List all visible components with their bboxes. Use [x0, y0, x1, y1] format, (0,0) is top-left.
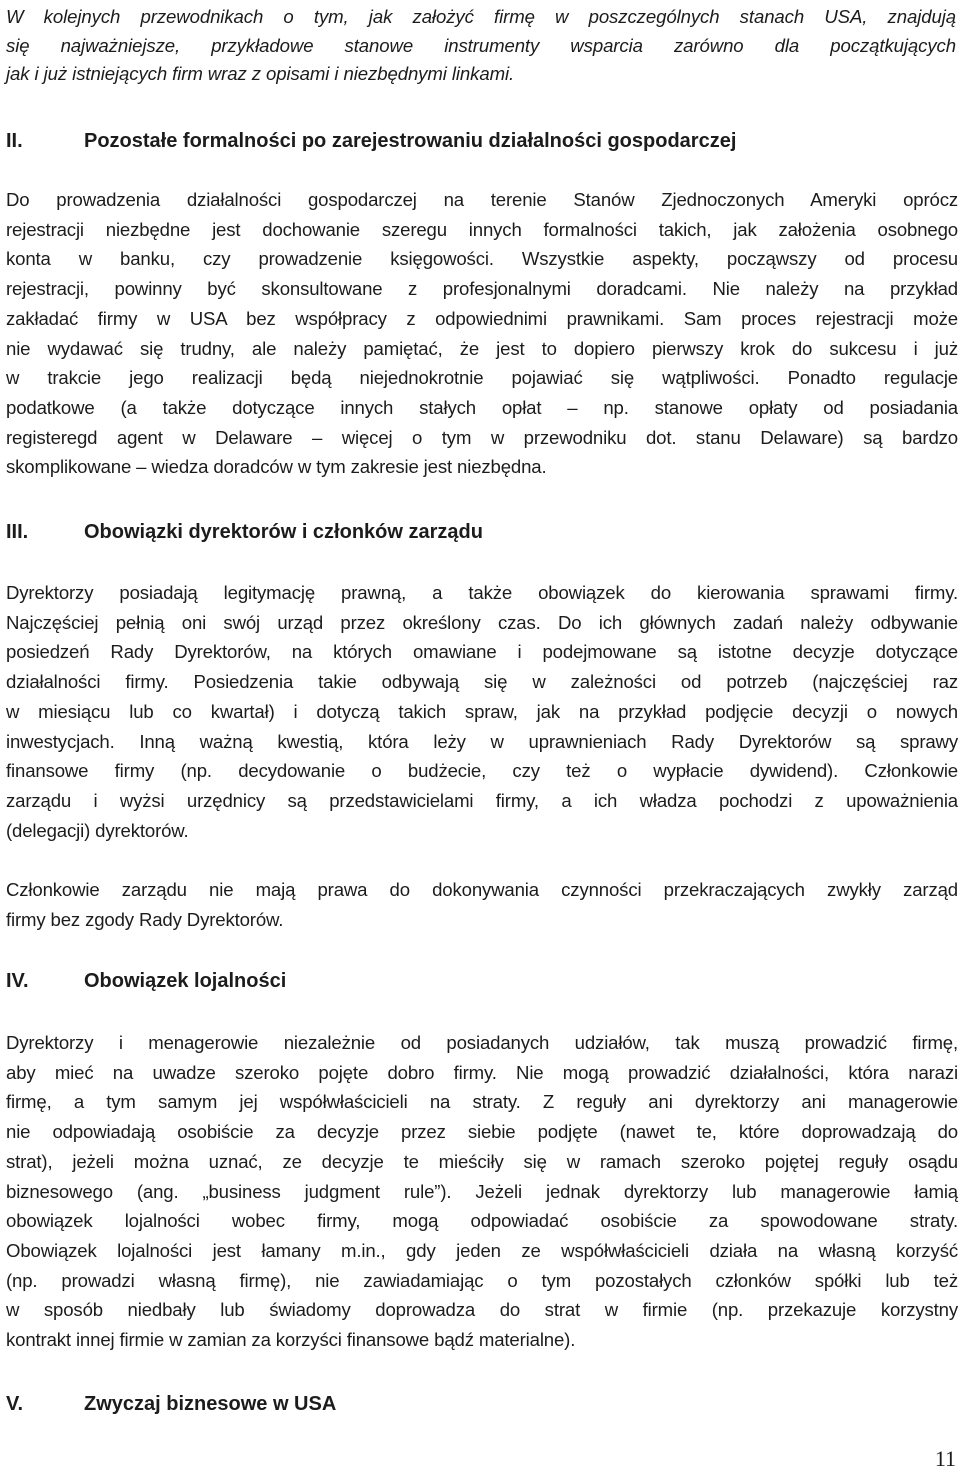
paragraph-line: kontrakt innej firmie w zamian za korzyści finansowe bądź materialne). [6, 1329, 576, 1351]
paragraph-line: Członkowie zarządu nie mają prawa do dokonywania czynności przekraczających zwykły zarząd [6, 879, 958, 900]
paragraph-line: (delegacji) dyrektorów. [6, 819, 189, 841]
paragraph-line: posiedzeń Rady Dyrektorów, na których omawiane i podejmowane są istotne decyzje dotyczące [6, 641, 958, 663]
paragraph-line: registeregd agent w Delaware – więcej o tym w przewodniku dot. stanu Delaware) są bardzo [6, 426, 958, 448]
intro-line: W kolejnych przewodnikach o tym, jak założyć firmę w poszczególnych stanach USA, znajdują [6, 6, 956, 27]
paragraph-line: biznesowego (ang. „business judgment rule”). Jeżeli jednak dyrektorzy lub managerowie łamią [6, 1180, 958, 1202]
intro-line: jak i już istniejących firm wraz z opisami i niezbędnymi linkami. [6, 63, 515, 84]
paragraph-line: Obowiązek lojalności jest łamany m.in., gdy jeden ze współwłaścicieli działa na własną korzyść [6, 1239, 958, 1261]
section-title: Obowiązek lojalności [84, 970, 287, 992]
paragraph-line: skomplikowane – wiedza doradców w tym zakresie jest niezbędna. [6, 456, 547, 478]
section-number: V. [6, 1393, 24, 1415]
paragraph-line: podatkowe (a także dotyczące innych stałych opłat – np. stanowe opłaty od posiadania [6, 396, 958, 418]
paragraph-line: działalności firmy. Posiedzenia takie odbywają się w zależności od potrzeb (najczęściej raz [6, 671, 958, 693]
section-heading-iv [6, 967, 286, 995]
paragraph-line: Dyrektorzy i menagerowie niezależnie od posiadanych udziałów, tak muszą prowadzić firmę, [6, 1032, 958, 1053]
intro-line: się najważniejsze, przykładowe stanowe instrumenty wsparcia zarówno dla początkujących [6, 34, 956, 56]
section-title: Pozostałe formalności po zarejestrowaniu działalności gospodarczej [84, 130, 737, 152]
paragraph-line: finansowe firmy (np. decydowanie o budżecie, czy też o wypłacie dywidend). Członkowie [6, 760, 958, 782]
section-title: Zwyczaj biznesowe w USA [84, 1393, 337, 1415]
section-number: III. [6, 521, 29, 543]
section-heading-iii [6, 518, 483, 546]
paragraph-line: Najczęściej pełnią oni swój urząd przez określony czas. Do ich głównych zadań należy odbywanie [6, 611, 958, 633]
section-ii-paragraph [6, 185, 958, 482]
paragraph-line: Dyrektorzy posiadają legitymację prawną, a także obowiązek do kierowania sprawami firmy. [6, 582, 958, 603]
paragraph-line: Do prowadzenia działalności gospodarczej na terenie Stanów Zjednoczonych Ameryki oprócz [6, 189, 958, 210]
paragraph-line: firmy bez zgody Rady Dyrektorów. [6, 908, 284, 930]
section-iii-paragraph-2 [6, 875, 958, 934]
section-title: Obowiązki dyrektorów i członków zarządu [84, 521, 483, 543]
paragraph-line: inwestycjach. Inną ważną kwestią, która leży w uprawnieniach Rady Dyrektorów są sprawy [6, 730, 958, 752]
section-number: IV. [6, 970, 29, 992]
paragraph-line: aby mieć na uwadze szeroko pojęte dobro firmy. Nie mogą prowadzić działalności, która narazi [6, 1061, 958, 1083]
paragraph-line: w miesiącu lub co kwartał) i dotyczą takich spraw, jak na przykład podjęcie decyzji o nowych [6, 700, 958, 722]
paragraph-line: obowiązek lojalności wobec firmy, mogą odpowiadać osobiście za spowodowane straty. [6, 1210, 958, 1232]
paragraph-line: zakładać firmy w USA bez współpracy z odpowiednimi prawnikami. Sam proces rejestracji może [6, 307, 958, 329]
page-number: 11 [934, 1446, 956, 1471]
paragraph-line: nie wydawać się trudny, ale należy pamiętać, że jest to dopiero pierwszy krok do sukcesu i już [6, 337, 958, 359]
paragraph-line: rejestracji, powinny być skonsultowane z profesjonalnymi doradcami. Nie należy na przykład [6, 278, 958, 300]
section-iv-paragraph [6, 1028, 958, 1355]
paragraph-line: zarządu i wyżsi urzędnicy są przedstawicielami firmy, a ich władza pochodzi z upoważnienia [6, 789, 958, 811]
paragraph-line: firmę, a tym samym jej współwłaścicieli na straty. Z reguły ani dyrektorzy ani managerowie [6, 1091, 958, 1113]
paragraph-line: nie odpowiadają osobiście za decyzje przez siebie podjęte (nawet te, które doprowadzają do [6, 1121, 958, 1143]
paragraph-line: (np. prowadzi własną firmę), nie zawiadamiając o tym pozostałych członków spółki lub też [6, 1269, 958, 1291]
section-iii-paragraph-1 [6, 578, 958, 845]
section-heading-v [6, 1390, 336, 1418]
paragraph-line: rejestracji niezbędne jest dochowanie szeregu innych formalności takich, jak założenia osobnego [6, 218, 958, 240]
paragraph-line: w trakcie jego realizacji będą niejednokrotnie pojawiać się wątpliwości. Ponadto regulacje [6, 367, 958, 389]
intro-paragraph [6, 3, 956, 89]
section-heading-ii [6, 127, 736, 155]
paragraph-line: konta w banku, czy prowadzenie księgowości. Wszystkie aspekty, począwszy od procesu [6, 248, 958, 270]
section-number: II. [6, 130, 23, 152]
paragraph-line: w sposób niedbały lub świadomy doprowadza do strat w firmie (np. przekazuje korzystny [6, 1299, 958, 1321]
paragraph-line: strat), jeżeli można uznać, ze decyzje te mieściły się w ramach szeroko pojętej reguły osądu [6, 1150, 958, 1172]
